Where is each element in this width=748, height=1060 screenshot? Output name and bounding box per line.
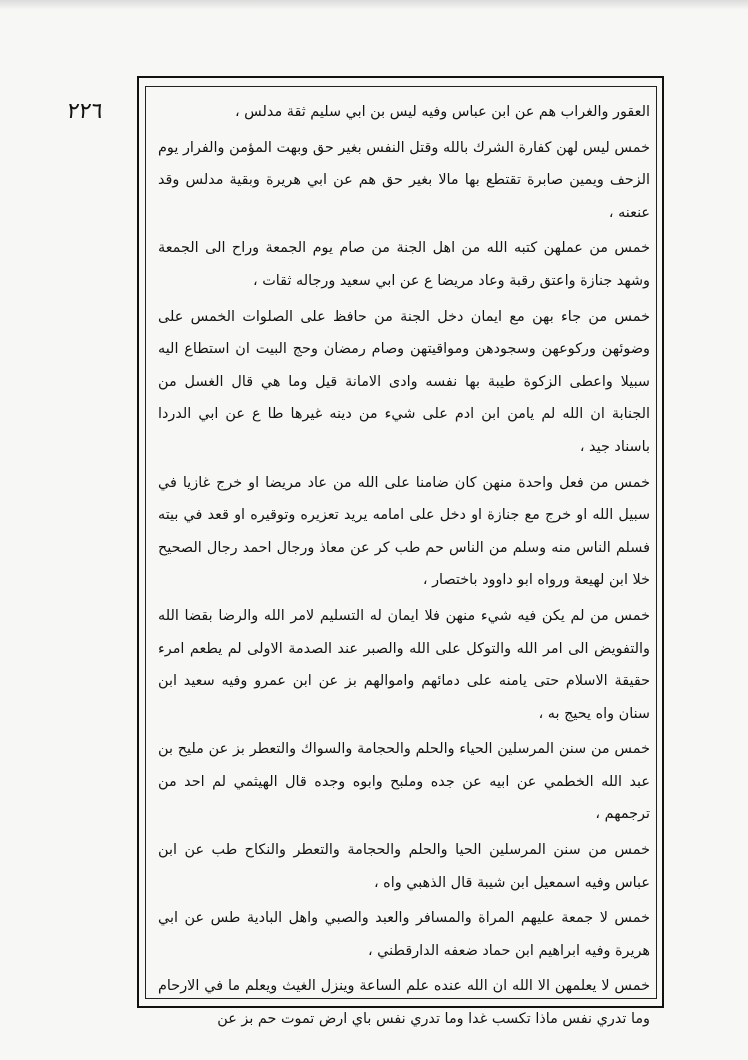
hadith-entry: خمس لا جمعة عليهم المراة والمسافر والعبد والصبي واهل البادية طس عن ابي هريرة وفيه ابراهيم ابن حماد ضعفه الدارقطني ، xyxy=(158,910,650,959)
hadith-entry: خمس من جاء بهن مع ايمان دخل الجنة من حافظ على الصلوات الخمس على وضوئهن وركوعهن وسجودهن ومواقيتهن وصام رمضان وحج البيت ان استطاع اليه سبيلا واعطى الزكوة طيبة بها نفسه وادى الامانة قيل وما هي قال الغسل من الجنابة ان الله لم يامن ابن ادم على شيء من دينه غيرها طا ع عن ابي الدردا باسناد جيد ، xyxy=(158,308,650,455)
hadith-entry: خمس لا يعلمهن الا الله ان الله عنده علم الساعة وينزل الغيث ويعلم ما في الارحام وما تدري نفس ماذا تكسب غدا وما تدري نفس باي ارض تموت حم بز عن xyxy=(158,978,650,1028)
manuscript-text xyxy=(158,96,650,1028)
hadith-entry: خمس من لم يكن فيه شيء منهن فلا ايمان له التسليم لامر الله والرضا بقضا الله والتفويض الى امر الله والتوكل على الله والصبر عند الصدمة الاولى لم يطعم امرء حقيقة الاسلام حتى يامنه على دمائهم واموالهم بز عن ابن عمرو وفيه سعيد ابن سنان واه يحيج به ، xyxy=(158,607,650,722)
hadith-entry: خمس من فعل واحدة منهن كان ضامنا على الله من عاد مريضا او خرج غازيا في سبيل الله او خرج مع جنازة او دخل على امامه يريد تعزيره وتوقيره او قعد في بيته فسلم الناس منه وسلم من الناس حم طب كر عن معاذ ورجال احمد رجال الصحيح خلا ابن لهيعة ورواه ابو داوود باختصار ، xyxy=(158,474,650,589)
hadith-entry: خمس ليس لهن كفارة الشرك بالله وقتل النفس بغير حق وبهت المؤمن والفرار يوم الزحف ويمين صابرة تقتطع بها مالا بغير حق هم عن ابي هريرة وبقية مدلس وقد عنعنه ، xyxy=(158,139,650,221)
hadith-entry: العقور والغراب هم عن ابن عباس وفيه ليس بن ابي سليم ثقة مدلس ، xyxy=(234,104,650,120)
hadith-entry: خمس من سنن المرسلين الحياء والحلم والحجامة والسواك والتعطر بز عن مليح بن عبد الله الخطمي عن ابيه عن جده وملبح وابوه وجده قال الهيثمي لم احد من ترجمهم ، xyxy=(158,741,650,823)
hadith-entry: خمس من سنن المرسلين الحيا والحلم والحجامة والتعطر والنكاح طب عن ابن عباس وفيه اسمعيل ابن شيبة قال الذهبي واه ، xyxy=(158,842,650,891)
page-number: ٢٢٦ xyxy=(65,99,105,124)
hadith-entry: خمس من عملهن كتبه الله من اهل الجنة من صام يوم الجمعة وراح الى الجمعة وشهد جنازة واعتق رقبة وعاد مريضا ع عن ابي سعيد ورجاله ثقات ، xyxy=(158,240,650,289)
scan-top-edge xyxy=(0,0,748,10)
